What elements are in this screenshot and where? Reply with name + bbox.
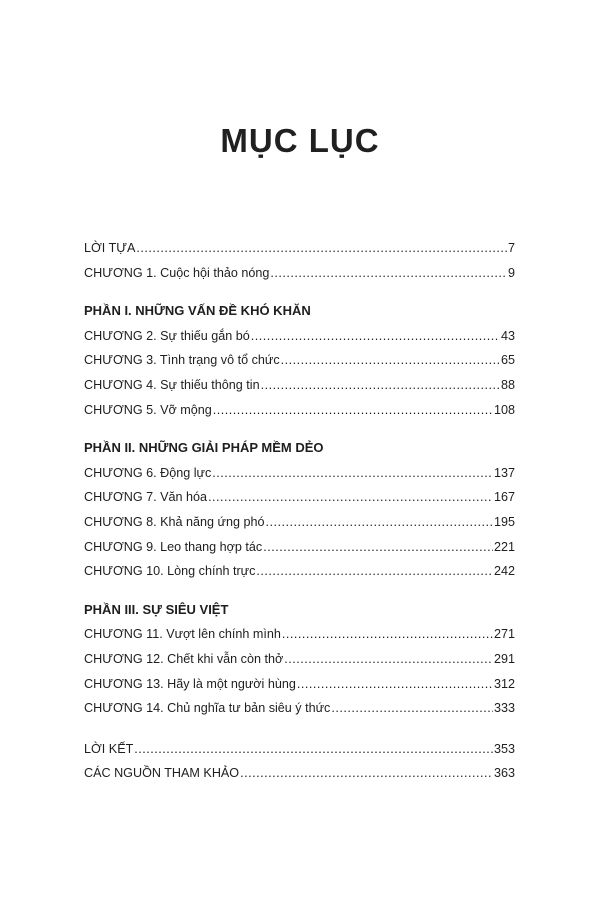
leader-dots [331, 696, 493, 721]
toc-entry-label: CHƯƠNG 14. Chủ nghĩa tư bản siêu ý thức [84, 701, 331, 716]
part-heading: PHẦN I. NHỮNG VẤN ĐỀ KHÓ KHĂN [84, 303, 311, 319]
toc-entry[interactable] [84, 461, 515, 486]
toc-entry[interactable] [84, 622, 515, 647]
leader-dots [136, 236, 507, 261]
leader-dots [256, 559, 493, 584]
toc-entry-label: LỜI TỰA [84, 241, 136, 255]
toc-entry-label: CHƯƠNG 11. Vượt lên chính mình [84, 627, 281, 642]
leader-dots [251, 324, 500, 349]
toc-entry[interactable] [84, 398, 515, 423]
toc-entry-page: 9 [507, 265, 515, 280]
toc-entry-label: CHƯƠNG 1. Cuộc hội thảo nóng [84, 265, 270, 280]
toc-entry-label: CHƯƠNG 9. Leo thang hợp tác [84, 539, 263, 554]
toc-entry-label: LỜI KẾT [84, 741, 134, 756]
toc-entry-page: 7 [507, 241, 515, 255]
toc-entry-label: CHƯƠNG 13. Hãy là một người hùng [84, 676, 296, 691]
toc-entry-page: 353 [493, 741, 515, 756]
table-of-contents [84, 236, 515, 786]
leader-dots [284, 647, 493, 672]
toc-entry-page: 167 [493, 490, 515, 505]
toc-entry[interactable] [84, 672, 515, 697]
toc-entry-label: CHƯƠNG 2. Sự thiếu gắn bó [84, 328, 250, 343]
toc-entry-page: 291 [493, 651, 515, 666]
toc-entry-label: CHƯƠNG 8. Khả năng ứng phó [84, 514, 265, 529]
toc-entry[interactable] [84, 737, 515, 762]
toc-entry-page: 108 [493, 402, 515, 417]
toc-entry-page: 88 [500, 377, 515, 392]
toc-entry[interactable] [84, 535, 515, 560]
toc-entry[interactable] [84, 236, 515, 261]
toc-entry-page: 333 [493, 701, 515, 716]
toc-entry-label: CHƯƠNG 10. Lòng chính trực [84, 564, 256, 579]
toc-entry[interactable] [84, 647, 515, 672]
toc-entry-label: CHƯƠNG 12. Chết khi vẫn còn thở [84, 651, 284, 666]
leader-dots [263, 535, 493, 560]
toc-entry-label: CHƯƠNG 6. Động lực [84, 465, 212, 480]
leader-dots [134, 737, 493, 762]
toc-entry[interactable] [84, 261, 515, 286]
part-heading: PHẦN II. NHỮNG GIẢI PHÁP MỀM DẺO [84, 440, 324, 456]
leader-dots [282, 622, 493, 647]
toc-entry-page: 137 [493, 465, 515, 480]
toc-entry[interactable] [84, 559, 515, 584]
toc-entry-label: CÁC NGUỒN THAM KHẢO [84, 766, 240, 781]
toc-entry-page: 271 [493, 627, 515, 642]
toc-entry[interactable] [84, 324, 515, 349]
leader-dots [281, 348, 500, 373]
toc-entry-page: 312 [493, 676, 515, 691]
leader-dots [270, 261, 507, 286]
toc-entry-label: CHƯƠNG 5. Vỡ mộng [84, 402, 212, 417]
leader-dots [261, 373, 500, 398]
leader-dots [213, 398, 493, 423]
toc-entry[interactable] [84, 761, 515, 786]
toc-entry-page: 65 [500, 353, 515, 368]
toc-entry-label: CHƯƠNG 4. Sự thiếu thông tin [84, 377, 260, 392]
toc-entry[interactable] [84, 348, 515, 373]
toc-entry-page: 363 [493, 766, 515, 781]
toc-entry-page: 195 [493, 514, 515, 529]
toc-entry-page: 242 [493, 564, 515, 579]
toc-entry-label: CHƯƠNG 7. Văn hóa [84, 490, 208, 505]
toc-entry[interactable] [84, 696, 515, 721]
toc-entry-page: 221 [493, 539, 515, 554]
leader-dots [212, 461, 493, 486]
leader-dots [208, 485, 493, 510]
toc-entry-label: CHƯƠNG 3. Tình trạng vô tổ chức [84, 353, 280, 368]
part-heading: PHẦN III. SỰ SIÊU VIỆT [84, 601, 229, 617]
leader-dots [240, 761, 493, 786]
leader-dots [266, 510, 493, 535]
leader-dots [297, 672, 493, 697]
toc-entry[interactable] [84, 373, 515, 398]
toc-entry-page: 43 [500, 328, 515, 343]
toc-entry[interactable] [84, 510, 515, 535]
toc-entry[interactable] [84, 485, 515, 510]
page-title: MỤC LỤC [220, 122, 380, 159]
